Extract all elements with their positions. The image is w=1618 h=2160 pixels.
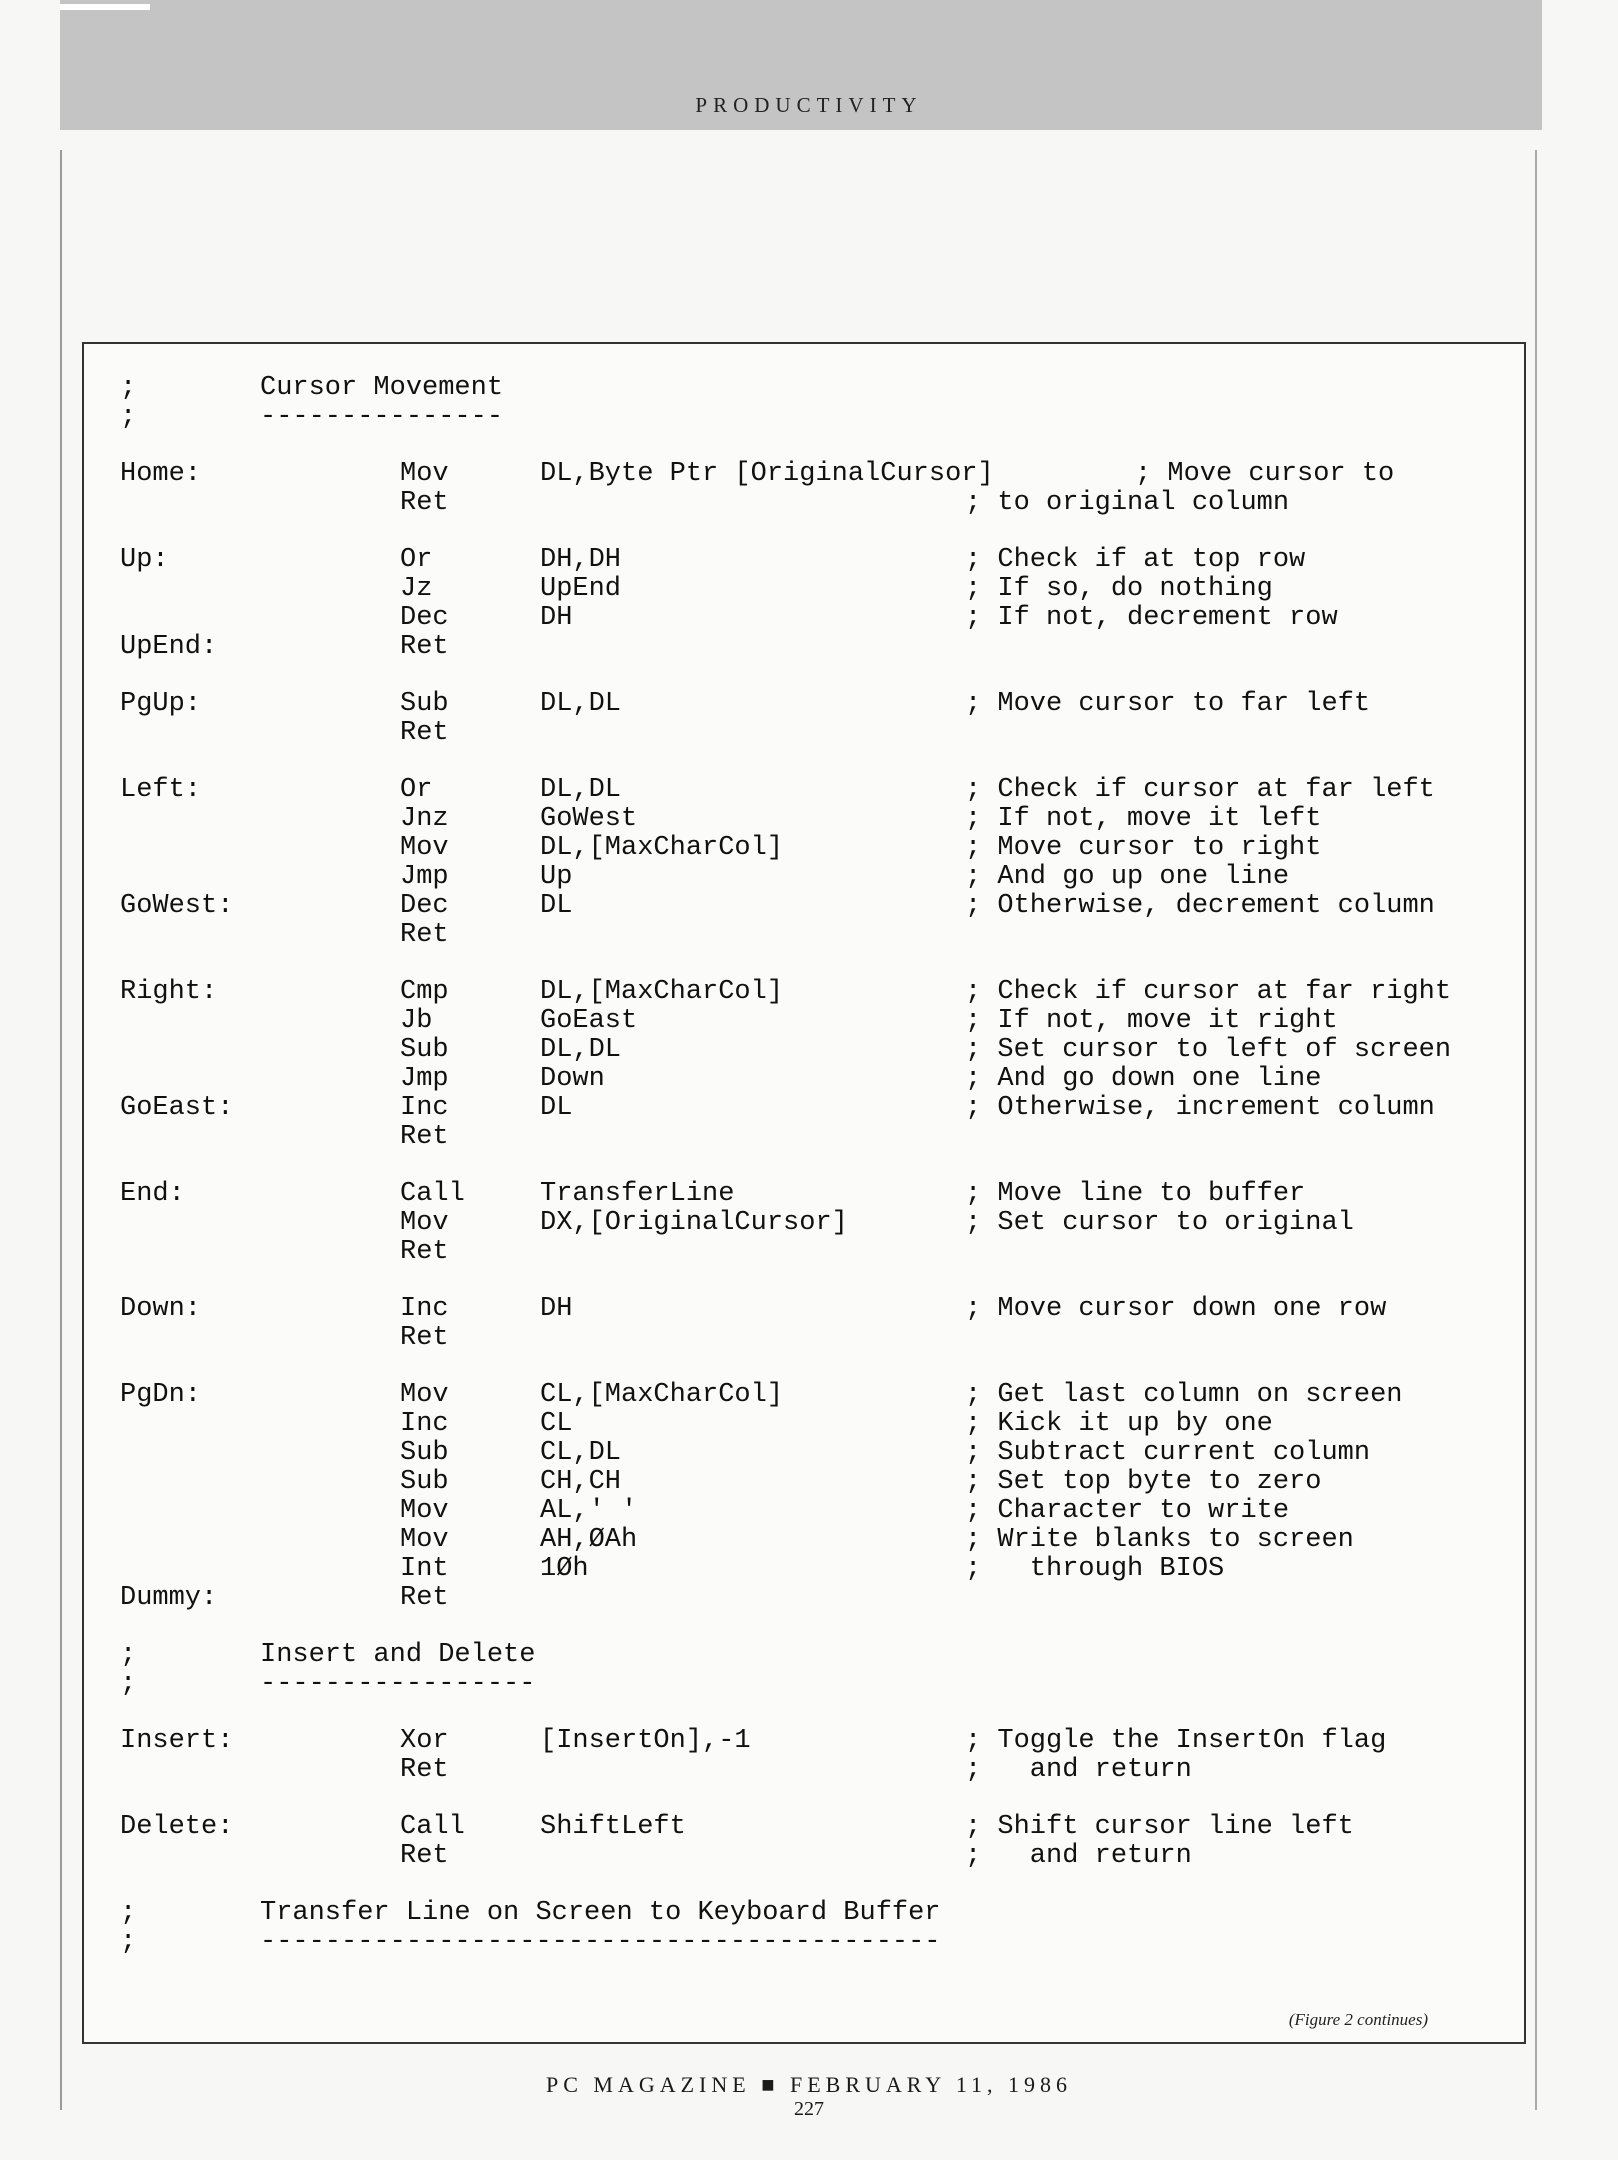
section-heading-line	[120, 1899, 1510, 1928]
code-opcode: Ret	[400, 1237, 449, 1267]
code-operand: DL,DL	[540, 1035, 622, 1065]
code-operand: TransferLine	[540, 1179, 735, 1209]
comment-marker: ;	[120, 402, 137, 432]
code-opcode: Mov	[400, 833, 449, 863]
section-label: PRODUCTIVITY	[695, 93, 923, 117]
code-label: End:	[120, 1179, 185, 1209]
code-line	[120, 1497, 1510, 1526]
code-line	[120, 1065, 1510, 1094]
comment-marker: ;	[120, 1898, 137, 1928]
figure-continues-note: (Figure 2 continues)	[1288, 2010, 1428, 2029]
comment-marker: ;	[120, 1927, 137, 1957]
code-operand: CH,CH	[540, 1467, 622, 1497]
code-operand: DH,DH	[540, 545, 622, 575]
code-comment: ; If not, move it left	[965, 804, 1322, 834]
code-opcode: Ret	[400, 488, 449, 518]
section-heading-line	[120, 1641, 1510, 1670]
code-comment: ; Character to write	[965, 1496, 1290, 1526]
code-line	[120, 1123, 1510, 1152]
code-line	[120, 1526, 1510, 1555]
code-line	[120, 460, 1510, 489]
code-opcode: Ret	[400, 718, 449, 748]
section-heading-line	[120, 374, 1510, 403]
code-comment: ; to original column	[965, 488, 1290, 518]
code-line	[120, 921, 1510, 950]
code-operand: [InsertOn],-1	[540, 1726, 751, 1756]
section-heading-text: Cursor Movement	[260, 373, 504, 403]
code-line	[120, 1324, 1510, 1353]
code-label: Home:	[120, 459, 202, 489]
code-line	[120, 805, 1510, 834]
code-line	[120, 1439, 1510, 1468]
code-opcode: Sub	[400, 1438, 449, 1468]
comment-marker: ;	[120, 373, 137, 403]
code-comment: ; Shift cursor line left	[965, 1812, 1354, 1842]
code-opcode: Jmp	[400, 1064, 449, 1094]
blank-line	[120, 1613, 1510, 1641]
code-label: Insert:	[120, 1726, 234, 1756]
code-operand: GoWest	[540, 804, 638, 834]
code-line	[120, 1813, 1510, 1842]
code-comment: ; Move cursor to far left	[965, 689, 1371, 719]
code-opcode: Inc	[400, 1294, 449, 1324]
code-operand: Up	[540, 862, 573, 892]
code-opcode: Jnz	[400, 804, 449, 834]
code-line	[120, 863, 1510, 892]
code-opcode: Ret	[400, 632, 449, 662]
figure-box	[82, 342, 1526, 2044]
code-label: UpEnd:	[120, 632, 218, 662]
code-comment: ; Move cursor to right	[965, 833, 1322, 863]
code-line	[120, 1410, 1510, 1439]
code-operand: CL,DL	[540, 1438, 622, 1468]
code-comment: ; Set cursor to original	[965, 1208, 1354, 1238]
code-comment: ; Check if at top row	[965, 545, 1306, 575]
code-operand: UpEnd	[540, 574, 622, 604]
code-line	[120, 1727, 1510, 1756]
code-label: PgDn:	[120, 1380, 202, 1410]
code-line	[120, 1381, 1510, 1410]
code-operand: DH	[540, 603, 573, 633]
section-heading-text: Transfer Line on Screen to Keyboard Buffer	[260, 1898, 941, 1928]
comment-marker: ;	[120, 1669, 137, 1699]
code-opcode: Xor	[400, 1726, 449, 1756]
code-operand: AL,' '	[540, 1496, 638, 1526]
code-opcode: Mov	[400, 1208, 449, 1238]
code-operand: DL,Byte Ptr [OriginalCursor]	[540, 459, 994, 489]
code-opcode: Ret	[400, 1583, 449, 1613]
code-opcode: Mov	[400, 1525, 449, 1555]
code-label: Right:	[120, 977, 218, 1007]
blank-line	[120, 1871, 1510, 1899]
comment-marker: ;	[120, 1640, 137, 1670]
code-comment: ; And go up one line	[965, 862, 1290, 892]
code-comment: ; And go down one line	[965, 1064, 1322, 1094]
blank-line	[120, 1353, 1510, 1381]
code-line	[120, 575, 1510, 604]
code-line	[120, 1584, 1510, 1613]
code-line	[120, 1468, 1510, 1497]
code-line	[120, 1238, 1510, 1267]
blank-line	[120, 518, 1510, 546]
code-operand: CL,[MaxCharCol]	[540, 1380, 784, 1410]
code-opcode: Ret	[400, 1122, 449, 1152]
code-opcode: Or	[400, 545, 433, 575]
code-opcode: Cmp	[400, 977, 449, 1007]
code-line	[120, 834, 1510, 863]
code-opcode: Ret	[400, 1755, 449, 1785]
code-operand: AH,ØAh	[540, 1525, 638, 1555]
code-line	[120, 633, 1510, 662]
code-line	[120, 1295, 1510, 1324]
code-label: Dummy:	[120, 1583, 218, 1613]
blank-line	[120, 1785, 1510, 1813]
code-comment: ; Get last column on screen	[965, 1380, 1403, 1410]
code-operand: DL,[MaxCharCol]	[540, 833, 784, 863]
blank-line	[120, 1699, 1510, 1727]
blank-line	[120, 1267, 1510, 1295]
code-label: PgUp:	[120, 689, 202, 719]
code-opcode: Sub	[400, 689, 449, 719]
code-line	[120, 978, 1510, 1007]
code-operand: DL,[MaxCharCol]	[540, 977, 784, 1007]
code-operand: DX,[OriginalCursor]	[540, 1208, 848, 1238]
code-operand: GoEast	[540, 1006, 638, 1036]
code-line	[120, 892, 1510, 921]
code-operand: ShiftLeft	[540, 1812, 686, 1842]
corner-mark	[60, 4, 150, 10]
code-label: Up:	[120, 545, 169, 575]
code-comment: ; Check if cursor at far left	[965, 775, 1435, 805]
code-listing	[120, 374, 1510, 1957]
code-comment: ; Kick it up by one	[965, 1409, 1273, 1439]
code-comment: ; Subtract current column	[965, 1438, 1371, 1468]
blank-line	[120, 1152, 1510, 1180]
code-line	[120, 1180, 1510, 1209]
code-label: Left:	[120, 775, 202, 805]
code-line	[120, 719, 1510, 748]
code-comment: ; Otherwise, increment column	[965, 1093, 1435, 1123]
code-label: Delete:	[120, 1812, 234, 1842]
code-opcode: Inc	[400, 1093, 449, 1123]
code-comment: ; If so, do nothing	[965, 574, 1273, 604]
code-operand: Down	[540, 1064, 605, 1094]
code-opcode: Or	[400, 775, 433, 805]
section-heading-line	[120, 1670, 1510, 1699]
code-comment: ; If not, decrement row	[965, 603, 1338, 633]
code-opcode: Dec	[400, 603, 449, 633]
code-opcode: Jz	[400, 574, 433, 604]
code-opcode: Mov	[400, 1380, 449, 1410]
code-operand: DL,DL	[540, 775, 622, 805]
code-opcode: Jmp	[400, 862, 449, 892]
blank-line	[120, 950, 1510, 978]
code-opcode: Dec	[400, 891, 449, 921]
code-opcode: Sub	[400, 1467, 449, 1497]
code-line	[120, 489, 1510, 518]
code-line	[120, 1842, 1510, 1871]
code-opcode: Mov	[400, 459, 449, 489]
code-label: GoEast:	[120, 1093, 234, 1123]
code-opcode: Mov	[400, 1496, 449, 1526]
code-line	[120, 604, 1510, 633]
code-opcode: Jb	[400, 1006, 433, 1036]
code-opcode: Ret	[400, 1841, 449, 1871]
footer-publication: PC MAGAZINE ■ FEBRUARY 11, 1986	[545, 2072, 1073, 2097]
code-line	[120, 690, 1510, 719]
code-comment: ; Set cursor to left of screen	[965, 1035, 1452, 1065]
code-comment: ; through BIOS	[965, 1554, 1225, 1584]
code-opcode: Call	[400, 1179, 465, 1209]
section-heading-text: Insert and Delete	[260, 1640, 536, 1670]
code-line	[120, 1007, 1510, 1036]
code-opcode: Int	[400, 1554, 449, 1584]
code-label: GoWest:	[120, 891, 234, 921]
section-heading-line	[120, 1928, 1510, 1957]
code-opcode: Call	[400, 1812, 465, 1842]
code-operand: DL	[540, 891, 573, 921]
code-comment: ; Write blanks to screen	[965, 1525, 1354, 1555]
code-operand: DL,DL	[540, 689, 622, 719]
code-comment: ; and return	[965, 1755, 1192, 1785]
blank-line	[120, 662, 1510, 690]
section-heading-text: ---------------	[260, 402, 504, 432]
code-comment: ; Check if cursor at far right	[965, 977, 1452, 1007]
code-comment: ; Move line to buffer	[965, 1179, 1306, 1209]
section-heading-text: ------------------------------------------	[260, 1927, 941, 1957]
code-line	[120, 1094, 1510, 1123]
code-line	[120, 1036, 1510, 1065]
code-comment: ; Toggle the InsertOn flag	[965, 1726, 1387, 1756]
code-operand: DH	[540, 1294, 573, 1324]
code-line	[120, 1756, 1510, 1785]
blank-line	[120, 748, 1510, 776]
code-comment: ; Move cursor to	[1135, 459, 1395, 489]
code-line	[120, 1555, 1510, 1584]
code-comment: ; and return	[965, 1841, 1192, 1871]
section-heading-text: -----------------	[260, 1669, 536, 1699]
code-operand: DL	[540, 1093, 573, 1123]
section-heading-line	[120, 403, 1510, 432]
page-number: 227	[794, 2098, 824, 2120]
code-comment: ; Move cursor down one row	[965, 1294, 1387, 1324]
code-comment: ; If not, move it right	[965, 1006, 1338, 1036]
code-line	[120, 546, 1510, 575]
code-operand: CL	[540, 1409, 573, 1439]
code-line	[120, 776, 1510, 805]
code-opcode: Ret	[400, 920, 449, 950]
code-opcode: Sub	[400, 1035, 449, 1065]
code-operand: 1Øh	[540, 1554, 589, 1584]
blank-line	[120, 432, 1510, 460]
code-label: Down:	[120, 1294, 202, 1324]
page-rule-right	[1535, 150, 1537, 2110]
code-line	[120, 1209, 1510, 1238]
code-comment: ; Otherwise, decrement column	[965, 891, 1435, 921]
code-opcode: Ret	[400, 1323, 449, 1353]
page-rule-left	[60, 150, 62, 2110]
code-opcode: Inc	[400, 1409, 449, 1439]
code-comment: ; Set top byte to zero	[965, 1467, 1322, 1497]
